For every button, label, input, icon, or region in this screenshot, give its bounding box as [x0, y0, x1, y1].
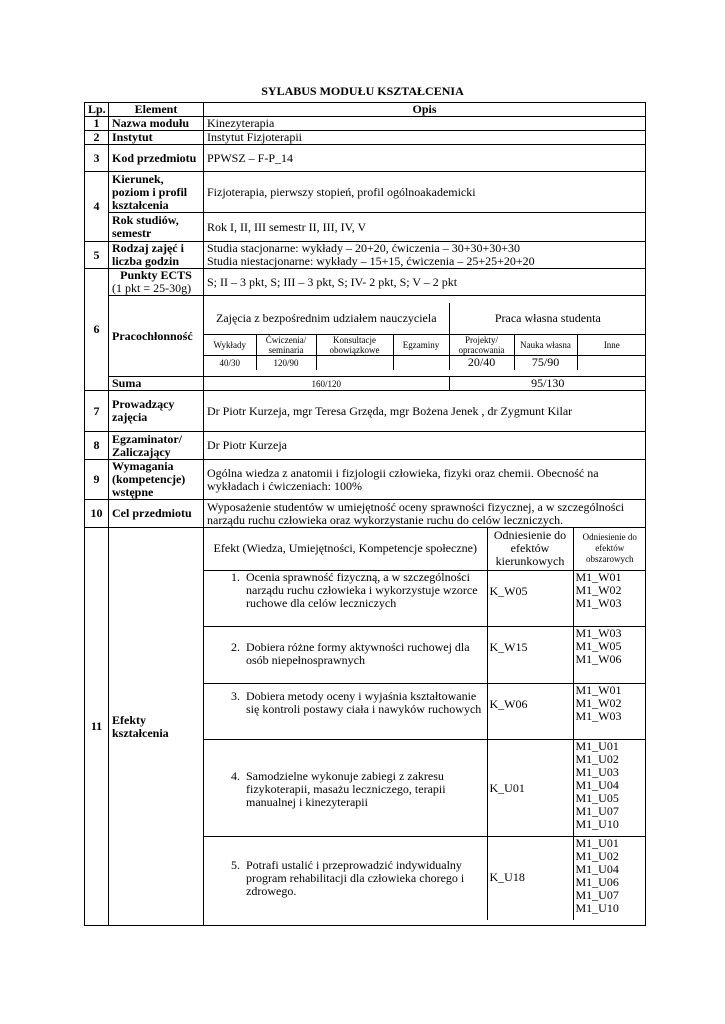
lp-cell: 2 — [85, 131, 109, 145]
effect-obs: M1_W03 M1_W05 M1_W06 — [573, 626, 646, 683]
value-cell: Dr Piotr Kurzeja, mgr Teresa Grzęda, mgr Bożena Jenek , dr Zygmunt Kilar — [204, 391, 646, 432]
lp-cell: 1 — [85, 117, 109, 131]
student-group-header: Praca własna studenta — [449, 303, 646, 335]
effect-description — [204, 739, 487, 836]
effects-header-kier: Odniesienie do efektów kierunkowych — [487, 528, 573, 570]
col-konsultacje: Konsultacje obowiązkowe — [316, 335, 393, 356]
col-nauka: Nauka własna — [514, 335, 577, 356]
row-6-suma — [85, 377, 646, 391]
header-lp: Lp. — [85, 103, 109, 117]
effect-text: Ocenia sprawność fizyczną, a w szczególności narządu ruchu człowieka i wykorzystuje wzorce ruchowe dla celów leczniczych — [246, 569, 478, 610]
val-projekty: 20/40 — [449, 356, 514, 370]
lp-cell: 9 — [85, 460, 109, 500]
ects-value: S; II – 3 pkt, S; III – 3 pkt, S; IV- 2 pkt, S; V – 2 pkt — [204, 269, 646, 296]
col-projekty: Projekty/ opracowania — [449, 335, 514, 356]
suma-student: 95/130 — [531, 376, 565, 390]
element-cell: Kierunek, poziom i profil kształcenia — [109, 172, 204, 213]
value-cell: Dr Piotr Kurzeja — [204, 432, 646, 460]
effect-row — [204, 683, 646, 739]
col-wyklady: Wykłady — [204, 335, 256, 356]
effect-text: Dobiera metody oceny i wyjaśnia kształtowanie się kontroli postawy ciała i nawyków ruchowych — [246, 688, 482, 716]
workload-cell — [204, 296, 646, 377]
workload-label: Pracochłonność — [109, 296, 204, 377]
stationary-hours: Studia stacjonarne: wykłady – 20+20, ćwiczenia – 30+30+30+30 — [207, 241, 521, 255]
effects-header-effect: Efekt (Wiedza, Umiejętności, Kompetencje społeczne) — [204, 528, 487, 570]
element-cell: Kod przedmiotu — [109, 145, 204, 172]
header-opis: Opis — [204, 103, 646, 117]
value-cell: Ogólna wiedza z anatomii i fizjologii człowieka, fizyki oraz chemii. Obecność na wykładach i ćwiczeniach: 100% — [204, 460, 646, 500]
element-cell: Cel przedmiotu — [109, 500, 204, 528]
value-cell: Rok I, II, III semestr II, III, IV, V — [204, 213, 646, 242]
effect-number: 2. — [231, 639, 240, 654]
lp-cell: 7 — [85, 391, 109, 432]
element-cell: Rodzaj zajęć i liczba godzin — [109, 242, 204, 269]
header-element: Element — [109, 103, 204, 117]
val-nauka: 75/90 — [514, 356, 577, 370]
row-4b — [85, 213, 646, 242]
effect-description — [204, 836, 487, 920]
syllabus-table-wrapper — [84, 102, 645, 926]
element-cell: Wymagania (kompetencje) wstępne — [109, 460, 204, 500]
effect-text: Dobiera różne formy aktywności ruchowej dla osób niepełnosprawnych — [246, 639, 470, 667]
col-cwiczenia: Ćwiczenia/ seminaria — [256, 335, 316, 356]
lp-cell: 10 — [85, 500, 109, 528]
row-6-ects — [85, 269, 646, 296]
val-konsultacje — [316, 356, 393, 370]
effect-obs: M1_U01 M1_U02 M1_U03 M1_U04 M1_U05 M1_U07 M1_U10 — [573, 739, 646, 836]
effect-number: 4. — [231, 768, 240, 783]
effect-kier: K_W05 — [487, 570, 573, 626]
suma-table — [204, 377, 646, 390]
effect-obs: M1_W01 M1_W02 M1_W03 — [573, 683, 646, 739]
effect-row — [204, 626, 646, 683]
document-title: SYLABUS MODUŁU KSZTAŁCENIA — [261, 84, 464, 98]
row-4 — [85, 172, 646, 213]
effect-description — [204, 626, 487, 683]
teacher-group-header: Zajęcia z bezpośrednim udziałem nauczyciela — [204, 303, 449, 335]
row-11 — [85, 528, 646, 926]
value-cell: Kinezyterapia — [204, 117, 646, 131]
element-cell: Prowadzący zajęcia — [109, 391, 204, 432]
effect-description — [204, 683, 487, 739]
element-cell: Nazwa modułu — [109, 117, 204, 131]
effect-kier: K_W06 — [487, 683, 573, 739]
element-cell — [109, 269, 204, 296]
workload-table — [204, 303, 646, 370]
effects-table — [204, 528, 646, 920]
effect-number: 1. — [231, 569, 240, 584]
effects-header-obs: Odniesienie do efektów obszarowych — [573, 528, 646, 570]
effect-row — [204, 836, 646, 920]
effect-number: 5. — [231, 857, 240, 872]
suma-label: Suma — [109, 377, 204, 391]
nonstationary-hours: Studia niestacjonarne: wykłady – 15+15, ćwiczenia – 25+25+20+20 — [207, 254, 535, 268]
val-inne — [577, 356, 646, 370]
lp-cell: 5 — [85, 242, 109, 269]
lp-cell: 3 — [85, 145, 109, 172]
ects-sublabel: (1 pkt = 25-30g) — [112, 281, 192, 295]
row-2 — [85, 131, 646, 145]
element-cell: Egzaminator/ Zaliczający — [109, 432, 204, 460]
val-egzaminy — [393, 356, 449, 370]
effect-text: Samodzielne wykonuje zabiegi z zakresu fizykoterapii, masażu leczniczego, terapii manualnej i kinezyterapii — [246, 768, 446, 809]
effect-kier: K_W15 — [487, 626, 573, 683]
row-7 — [85, 391, 646, 432]
row-10 — [85, 500, 646, 528]
effect-text: Potrafi ustalić i przeprowadzić indywidualny program rehabilitacji dla człowieka chorego i zdrowego. — [246, 857, 465, 898]
value-cell: Wyposażenie studentów w umiejętność oceny sprawności fizycznej, a w szczególności narządu ruchu człowieka oraz wykorzystanie ruchu do celów leczniczych. — [204, 500, 646, 528]
lp-cell: 8 — [85, 432, 109, 460]
effect-obs: M1_U01 M1_U02 M1_U04 M1_U06 M1_U07 M1_U10 — [573, 836, 646, 920]
col-egzaminy: Egzaminy — [393, 335, 449, 356]
effect-kier: K_U18 — [487, 836, 573, 920]
row-1 — [85, 117, 646, 131]
element-cell: Instytut — [109, 131, 204, 145]
lp-cell: 6 — [85, 269, 109, 391]
val-cwiczenia: 120/90 — [256, 356, 316, 370]
row-5 — [85, 242, 646, 269]
effect-obs: M1_W01 M1_W02 M1_W03 — [573, 570, 646, 626]
value-cell — [204, 242, 646, 269]
effect-row — [204, 739, 646, 836]
suma-cell — [204, 377, 646, 391]
effect-number: 3. — [231, 688, 240, 703]
effect-kier: K_U01 — [487, 739, 573, 836]
val-wyklady: 40/30 — [204, 356, 256, 370]
lp-cell: 11 — [85, 528, 109, 926]
element-cell: Efekty kształcenia — [109, 528, 204, 926]
row-3 — [85, 145, 646, 172]
effects-cell — [204, 528, 646, 926]
effect-description — [204, 570, 487, 626]
effect-row — [204, 570, 646, 626]
row-9 — [85, 460, 646, 500]
value-cell: Instytut Fizjoterapii — [204, 131, 646, 145]
element-cell: Rok studiów, semestr — [109, 213, 204, 242]
suma-teacher: 160/120 — [204, 377, 449, 390]
col-inne: Inne — [577, 335, 646, 356]
value-cell: Fizjoterapia, pierwszy stopień, profil ogólnoakademicki — [204, 172, 646, 213]
row-8 — [85, 432, 646, 460]
row-6-workload — [85, 296, 646, 377]
syllabus-table — [84, 102, 646, 926]
ects-label: Punkty ECTS — [120, 268, 192, 282]
lp-cell: 4 — [85, 172, 109, 242]
value-cell: PPWSZ – F-P_14 — [204, 145, 646, 172]
